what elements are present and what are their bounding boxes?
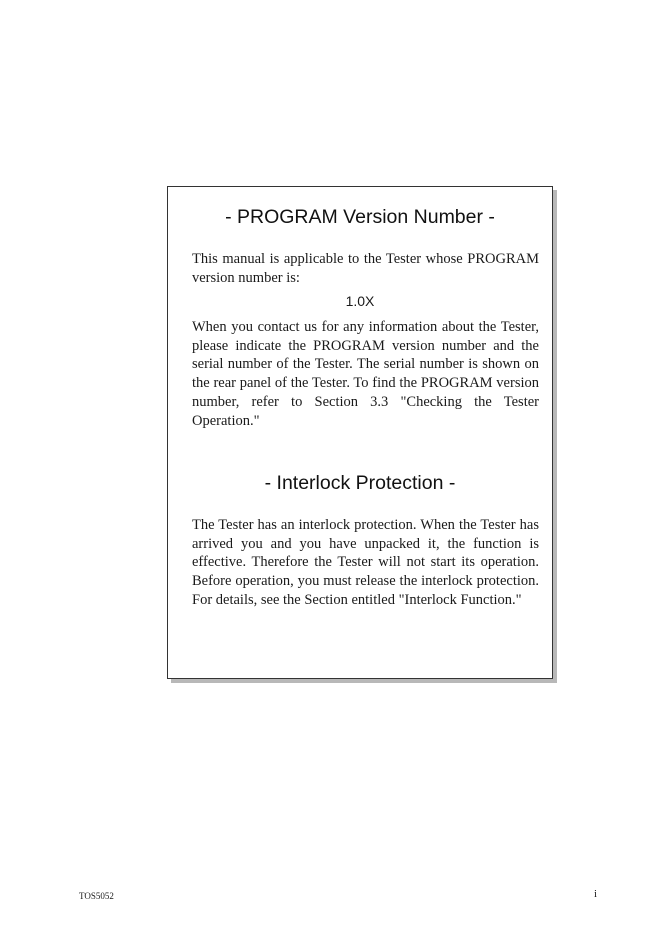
footer-model: TOS5052 [79, 891, 114, 901]
notice-box [167, 186, 553, 679]
interlock-body-text: The Tester has an interlock protection. When the Tester has arrived you and you have unpacked it, the function is effective. Therefore the Tester will not start its operation. Before operation, you must release the interlock protection. For details, see the Section entitled "Interlock Function." [192, 517, 539, 608]
page-number: i [594, 888, 598, 900]
program-version-heading: - PROGRAM Version Number - [225, 206, 495, 228]
contact-instructions-text: When you contact us for any information about the Tester, please indicate the PROGRAM version number and the serial number of the Tester. The serial number is shown on the rear panel of the Tester. To find the PROGRAM version number, refer to Section 3.3 "Checking the Tester Operation." [192, 319, 539, 429]
version-number: 1.0X [345, 293, 375, 309]
interlock-heading: - Interlock Protection - [264, 472, 456, 494]
version-intro-text: This manual is applicable to the Tester whose PROGRAM version number is: [192, 251, 539, 286]
